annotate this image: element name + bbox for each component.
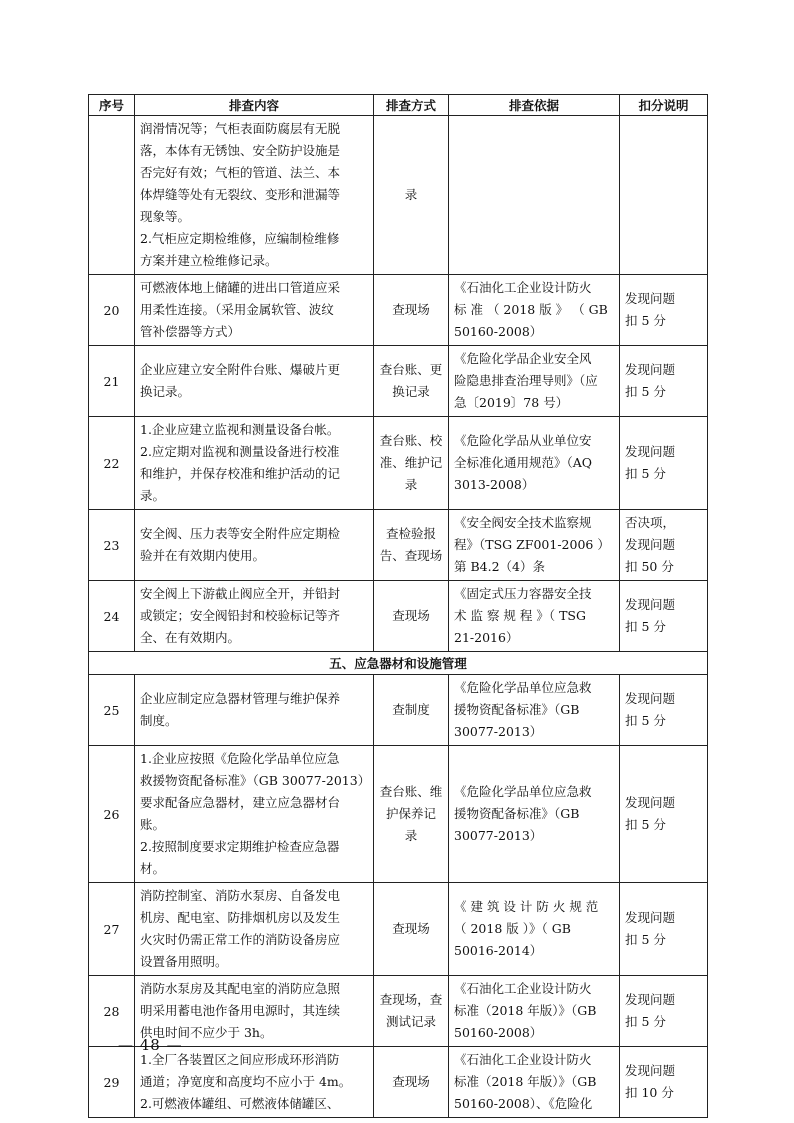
row-basis-line: 《石油化工企业设计防火 [454,280,592,295]
row-deduction-line: 扣 5 分 [625,466,666,481]
row-content-line: 安全阀上下游截止阀应全开，并铅封 [140,586,341,601]
row-content-line: 2.气柜应定期检维修，应编制检维修 [140,231,340,246]
row-content-line: 材。 [140,861,166,876]
row-content [135,346,374,417]
row-method [374,746,449,883]
table-row [89,746,708,883]
row-deduction-line: 扣 50 分 [625,559,674,574]
row-content-line: 否完好有效；气柜的管道、法兰、本 [140,165,341,180]
row-basis-line: 3013-2008） [454,477,535,492]
row-deduction [620,417,708,510]
row-basis [449,976,620,1047]
row-method-line: 告、查现场 [379,548,443,563]
row-number: 25 [89,675,135,746]
header-deduction: 扣分说明 [620,95,708,116]
header-content: 排查内容 [135,95,374,116]
row-basis [449,275,620,346]
row-method-line: 查现场 [392,608,430,623]
row-basis-line: 《石油化工企业设计防火 [454,981,592,996]
row-method-line: 准、维护记 [379,455,443,470]
table-row [89,116,708,275]
row-basis-line: 《危险化学品单位应急救 [454,784,592,799]
row-method-line: 换记录 [392,384,430,399]
header-method: 排查方式 [374,95,449,116]
row-method [374,417,449,510]
row-basis-line: 援物资配备标准》（GB [454,806,580,821]
row-basis-line: 第 B4.2（4）条 [454,559,545,574]
row-content-line: 现象等。 [140,209,191,224]
row-deduction-line: 扣 5 分 [625,932,666,947]
row-content-line: 体焊缝等处有无裂纹、变形和泄漏等 [140,187,341,202]
row-deduction-line: 扣 5 分 [625,1014,666,1029]
section-title: 五、应急器材和设施管理 [89,652,708,675]
header-number: 序号 [89,95,135,116]
row-method-line: 查制度 [392,702,430,717]
row-basis [449,675,620,746]
row-deduction-line: 发现问题 [625,795,676,810]
row-content-line: 1.企业应建立监视和测量设备台帐。 [140,422,340,437]
row-method [374,346,449,417]
table-row [89,275,708,346]
row-basis-line: 《危险化学品单位应急救 [454,680,592,695]
table-row [89,346,708,417]
row-deduction-line: 发现问题 [625,537,676,552]
row-content [135,510,374,581]
row-method [374,275,449,346]
row-basis-line: 全标准化通用规范》（AQ [454,455,593,470]
row-deduction-line: 发现问题 [625,362,676,377]
row-number: 24 [89,581,135,652]
row-content-line: 录。 [140,488,166,503]
row-method-line: 录 [404,187,418,202]
row-basis-line: 30077-2013） [454,828,543,843]
row-number: 20 [89,275,135,346]
row-content-line: 制度。 [140,713,178,728]
row-deduction [620,746,708,883]
row-content-line: 2.可燃液体罐组、可燃液体储罐区、 [140,1096,340,1111]
row-deduction [620,1047,708,1118]
row-content-line: 安全阀、压力表等安全附件应定期检 [140,526,341,541]
row-deduction-line: 发现问题 [625,910,676,925]
row-method-line: 查现场 [392,1074,430,1089]
row-basis-line: 急〔2019〕78 号） [454,395,569,410]
row-method-line: 查检验报 [385,526,436,541]
row-content-line: 润滑情况等；气柜表面防腐层有无脱 [140,121,341,136]
row-method [374,1047,449,1118]
row-content-line: 火灾时仍需正常工作的消防设备房应 [140,932,341,947]
row-basis-line: 援物资配备标准》（GB [454,702,580,717]
row-content-line: 账。 [140,817,166,832]
row-basis-line: （ 2018 版 ）》（ GB [454,921,571,936]
table-row [89,1047,708,1118]
inspection-table [88,94,708,1118]
row-number: 29 [89,1047,135,1118]
row-method-line: 查台账、维 [379,784,443,799]
row-content [135,675,374,746]
row-basis-line: 标准（2018 年版）》（GB [454,1003,597,1018]
row-content [135,581,374,652]
row-basis-line: 50160-2008）、《危险化 [454,1096,593,1111]
row-content [135,417,374,510]
table-header-row [89,95,708,116]
row-content-line: 2.应定期对监视和测量设备进行校准 [140,444,340,459]
row-deduction [620,976,708,1047]
row-method [374,581,449,652]
row-deduction [620,883,708,976]
row-basis [449,746,620,883]
page-number: — 48 — [118,1036,183,1054]
row-content-line: 管补偿器等方式） [140,324,241,339]
row-content [135,1047,374,1118]
row-number: 23 [89,510,135,581]
row-content-line: 通道；净宽度和高度均不应小于 4m。 [140,1074,352,1089]
row-content-line: 消防水泵房及其配电室的消防应急照 [140,981,341,996]
row-basis-line: 标 准 （ 2018 版 》 （ GB [454,302,608,317]
row-basis-line: 50160-2008） [454,324,543,339]
table-row [89,581,708,652]
row-basis-line: 标准（2018 年版）》（GB [454,1074,597,1089]
table-row [89,675,708,746]
row-deduction-line: 扣 5 分 [625,713,666,728]
table-row [89,417,708,510]
row-deduction-line: 扣 5 分 [625,619,666,634]
row-number: 28 [89,976,135,1047]
row-content-line: 用柔性连接。（采用金属软管、波纹 [140,302,334,317]
table-row [89,510,708,581]
row-basis-line: 30077-2013） [454,724,543,739]
row-content-line: 方案并建立检维修记录。 [140,253,278,268]
row-method-line: 查台账、更 [379,362,443,377]
row-method-line: 查现场 [392,302,430,317]
row-basis [449,116,620,275]
row-basis [449,417,620,510]
section-row [89,652,708,675]
row-deduction [620,275,708,346]
row-method [374,976,449,1047]
row-content-line: 要求配备应急器材，建立应急器材台 [140,795,341,810]
row-method [374,116,449,275]
row-method-line: 查台账、校 [379,433,443,448]
row-content-line: 供电时间不应少于 3h。 [140,1025,273,1040]
row-deduction [620,346,708,417]
row-content-line: 落，本体有无锈蚀、安全防护设施是 [140,143,341,158]
row-number: 27 [89,883,135,976]
table-row [89,883,708,976]
row-content-line: 2.按照制度要求定期维护检查应急器 [140,839,340,854]
row-deduction-line: 发现问题 [625,444,676,459]
row-method-line: 录 [404,477,418,492]
row-basis-line: 50160-2008） [454,1025,543,1040]
row-content-line: 全、在有效期内。 [140,630,241,645]
row-number: 26 [89,746,135,883]
row-basis-line: 21-2016） [454,630,519,645]
row-deduction-line: 发现问题 [625,992,676,1007]
row-deduction-line: 发现问题 [625,291,676,306]
row-basis-line: 《安全阀安全技术监察规 [454,515,592,530]
row-deduction-line: 发现问题 [625,691,676,706]
row-deduction [620,581,708,652]
row-deduction-line: 扣 5 分 [625,384,666,399]
row-number [89,116,135,275]
row-basis [449,1047,620,1118]
row-method [374,510,449,581]
row-basis [449,510,620,581]
row-deduction-line: 否决项， [625,515,676,530]
row-deduction [620,675,708,746]
row-deduction-line: 发现问题 [625,597,676,612]
row-content-line: 机房、配电室、防排烟机房以及发生 [140,910,341,925]
row-deduction-line: 扣 5 分 [625,817,666,832]
row-content-line: 救援物资配备标准》（GB 30077-2013） [140,773,371,788]
row-basis-line: 《固定式压力容器安全技 [454,586,592,601]
row-content-line: 企业应建立安全附件台账、爆破片更 [140,362,341,377]
row-content [135,746,374,883]
row-content [135,275,374,346]
row-content-line: 明采用蓄电池作备用电源时，其连续 [140,1003,341,1018]
row-deduction [620,510,708,581]
row-basis-line: 程》（TSG ZF001-2006 ） [454,537,610,552]
row-content [135,116,374,275]
row-basis-line: 50016-2014） [454,943,543,958]
row-content-line: 1.企业应按照《危险化学品单位应急 [140,751,340,766]
row-basis-line: 《石油化工企业设计防火 [454,1052,592,1067]
row-content-line: 验并在有效期内使用。 [140,548,266,563]
row-basis-line: 《危险化学品从业单位安 [454,433,592,448]
row-number: 22 [89,417,135,510]
row-content-line: 换记录。 [140,384,191,399]
row-basis-line: 术 监 察 规 程 》（ TSG [454,608,586,623]
row-number: 21 [89,346,135,417]
row-content-line: 设置备用照明。 [140,954,228,969]
row-basis-line: 《 建 筑 设 计 防 火 规 范 [454,899,599,914]
row-content-line: 企业应制定应急器材管理与维护保养 [140,691,341,706]
row-method-line: 查现场，查 [379,992,443,1007]
row-deduction [620,116,708,275]
row-basis [449,346,620,417]
row-basis [449,581,620,652]
row-method-line: 护保养记 [385,806,436,821]
header-basis: 排查依据 [449,95,620,116]
row-basis [449,883,620,976]
row-deduction-line: 发现问题 [625,1063,676,1078]
row-content [135,883,374,976]
row-method [374,883,449,976]
row-basis-line: 险隐患排查治理导则》（应 [454,373,598,388]
row-basis-line: 《危险化学品企业安全风 [454,351,592,366]
row-deduction-line: 扣 5 分 [625,313,666,328]
row-method-line: 录 [404,828,418,843]
row-method [374,675,449,746]
row-deduction-line: 扣 10 分 [625,1085,674,1100]
row-content-line: 1.全厂各装置区之间应形成环形消防 [140,1052,340,1067]
row-content-line: 可燃液体地上储罐的进出口管道应采 [140,280,341,295]
row-content-line: 消防控制室、消防水泵房、自备发电 [140,888,341,903]
row-method-line: 查现场 [392,921,430,936]
row-method-line: 测试记录 [385,1014,436,1029]
row-content-line: 和维护，并保存校准和维护活动的记 [140,466,341,481]
row-content-line: 或锁定；安全阀铅封和校验标记等齐 [140,608,341,623]
